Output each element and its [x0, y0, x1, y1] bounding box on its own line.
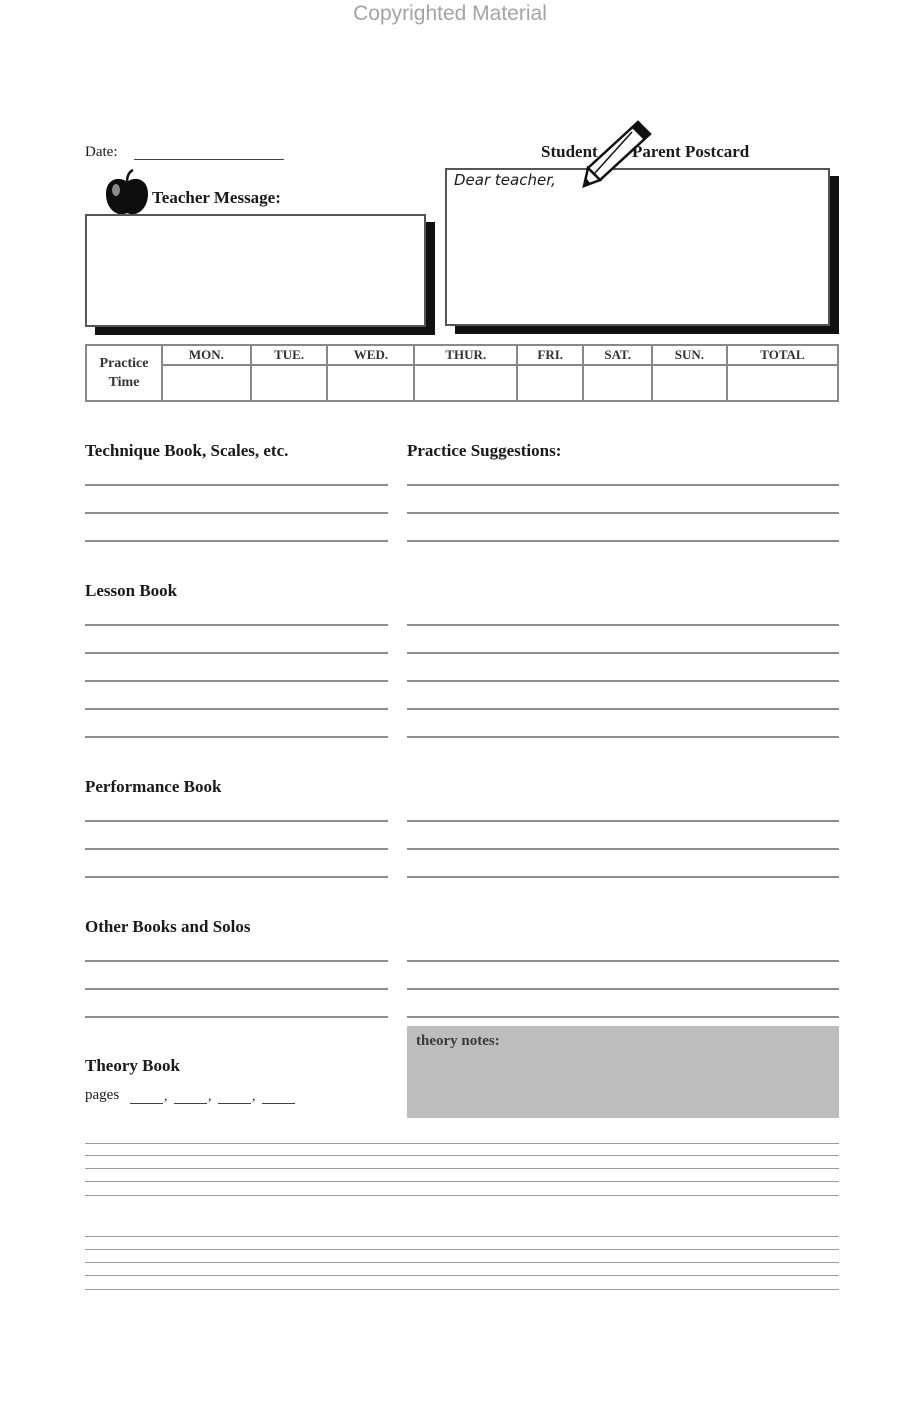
writing-line[interactable] [85, 1262, 839, 1263]
writing-line[interactable] [85, 1143, 839, 1144]
writing-line[interactable] [85, 512, 388, 514]
writing-line[interactable] [407, 652, 839, 654]
practice-cell-sun[interactable] [652, 365, 727, 401]
writing-line[interactable] [407, 848, 839, 850]
writing-line[interactable] [407, 624, 839, 626]
writing-line[interactable] [85, 1236, 839, 1237]
day-header-thur: THUR. [414, 345, 517, 365]
practice-time-table [85, 344, 839, 402]
postcard-box[interactable] [445, 168, 830, 326]
writing-line[interactable] [407, 484, 839, 486]
practice-label-line1: Practice [99, 356, 149, 371]
page-field-4[interactable] [262, 1103, 295, 1104]
writing-line[interactable] [85, 848, 388, 850]
practice-cell-wed[interactable] [327, 365, 414, 401]
writing-line[interactable] [407, 1016, 839, 1018]
page-field-1[interactable] [130, 1103, 163, 1104]
practice-cell-tue[interactable] [251, 365, 328, 401]
postcard-title-student: Student [541, 142, 598, 161]
writing-line[interactable] [85, 820, 388, 822]
teacher-message-box[interactable] [85, 214, 426, 327]
page-field-2[interactable] [174, 1103, 207, 1104]
theory-book-heading: Theory Book [85, 1056, 180, 1075]
writing-line[interactable] [85, 680, 388, 682]
comma-3: , [252, 1089, 256, 1104]
writing-line[interactable] [407, 708, 839, 710]
postcard-greeting: Dear teacher, [454, 171, 556, 189]
writing-line[interactable] [85, 1168, 839, 1169]
writing-line[interactable] [85, 540, 388, 542]
practice-cell-fri[interactable] [517, 365, 583, 401]
practice-cell-thur[interactable] [414, 365, 517, 401]
copyright-watermark: Copyrighted Material [353, 2, 547, 25]
writing-line[interactable] [407, 512, 839, 514]
date-field-line[interactable] [134, 159, 284, 160]
writing-line[interactable] [407, 540, 839, 542]
comma-1: , [164, 1089, 168, 1104]
practice-suggestions-heading: Practice Suggestions: [407, 441, 562, 460]
writing-line[interactable] [407, 820, 839, 822]
writing-line[interactable] [85, 624, 388, 626]
lesson-book-heading: Lesson Book [85, 581, 178, 600]
practice-cell-mon[interactable] [162, 365, 251, 401]
writing-line[interactable] [85, 1249, 839, 1250]
writing-line[interactable] [85, 1181, 839, 1182]
performance-book-heading: Performance Book [85, 777, 222, 796]
writing-line[interactable] [85, 1016, 388, 1018]
day-header-wed: WED. [327, 345, 414, 365]
practice-time-label [86, 345, 162, 401]
writing-line[interactable] [407, 960, 839, 962]
writing-line[interactable] [85, 876, 388, 878]
writing-line[interactable] [85, 652, 388, 654]
practice-cell-sat[interactable] [583, 365, 652, 401]
pencil-icon [580, 118, 654, 190]
page-field-3[interactable] [218, 1103, 251, 1104]
writing-line[interactable] [85, 484, 388, 486]
writing-line[interactable] [85, 736, 388, 738]
technique-book-heading: Technique Book, Scales, etc. [85, 441, 289, 460]
writing-line[interactable] [85, 1155, 839, 1156]
writing-line[interactable] [407, 988, 839, 990]
postcard-title-parent: Parent Postcard [632, 142, 750, 161]
teacher-message-label: Teacher Message: [152, 188, 281, 207]
comma-2: , [208, 1089, 212, 1104]
writing-line[interactable] [85, 1289, 839, 1290]
other-books-heading: Other Books and Solos [85, 917, 251, 936]
pages-label: pages [85, 1087, 120, 1103]
writing-line[interactable] [85, 988, 388, 990]
day-header-total: TOTAL [727, 345, 838, 365]
day-header-fri: FRI. [517, 345, 583, 365]
day-header-tue: TUE. [251, 345, 328, 365]
date-label: Date: [85, 144, 118, 160]
theory-notes-label: theory notes: [416, 1033, 500, 1049]
practice-cell-total[interactable] [727, 365, 838, 401]
writing-line[interactable] [85, 1275, 839, 1276]
day-header-mon: MON. [162, 345, 251, 365]
writing-line[interactable] [85, 960, 388, 962]
writing-line[interactable] [407, 680, 839, 682]
writing-line[interactable] [407, 736, 839, 738]
apple-icon [102, 168, 152, 218]
writing-line[interactable] [85, 708, 388, 710]
day-header-sun: SUN. [652, 345, 727, 365]
writing-line[interactable] [407, 876, 839, 878]
day-header-sat: SAT. [583, 345, 652, 365]
practice-label-line2: Time [108, 375, 140, 390]
writing-line[interactable] [85, 1195, 839, 1196]
